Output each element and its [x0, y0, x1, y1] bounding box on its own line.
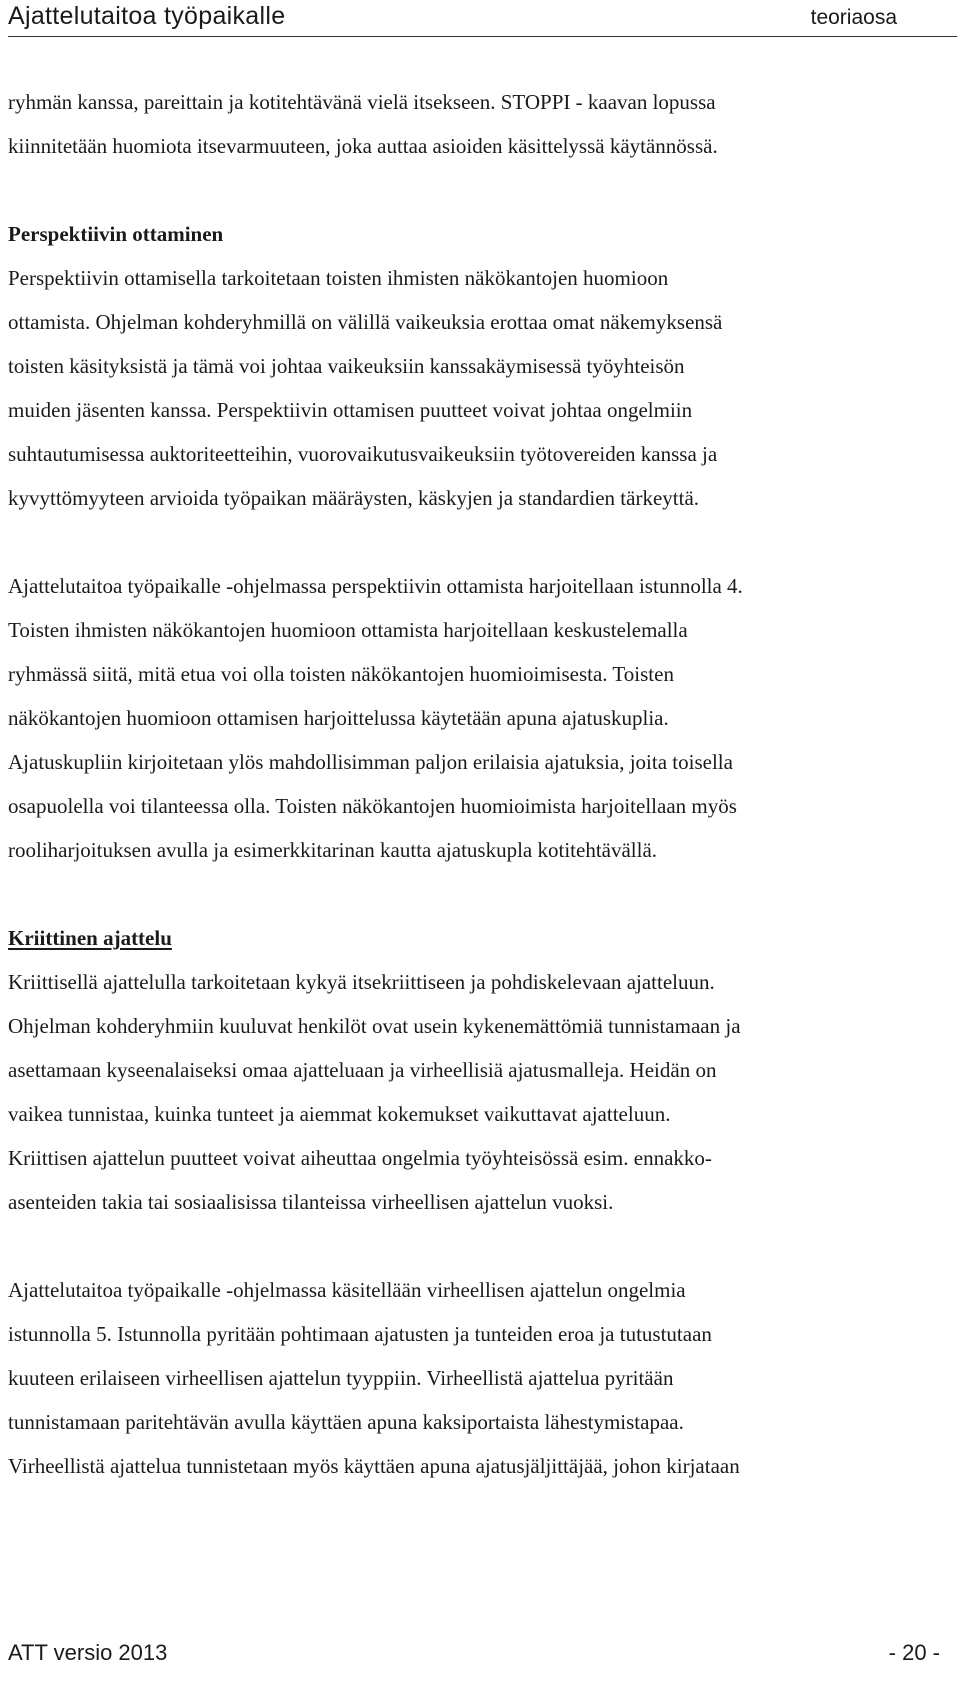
paragraph-line: asenteiden takia tai sosiaalisissa tilanteissa virheellisen ajattelun vuoksi. [8, 1190, 614, 1214]
paragraph-line: kyvyttömyyteen arvioida työpaikan määräysten, käskyjen ja standardien tärkeyttä. [8, 486, 700, 510]
paragraph-line: Kriittisellä ajattelulla tarkoitetaan kykyä itsekriittiseen ja pohdiskelevaan ajatteluun. [8, 970, 715, 994]
paragraph-line: ottamista. Ohjelman kohderyhmillä on välillä vaikeuksia erottaa omat näkemyksensä [8, 310, 723, 334]
paragraph-line: Ajattelutaitoa työpaikalle -ohjelmassa perspektiivin ottamista harjoitellaan istunnolla 4. [8, 574, 743, 598]
heading-perspektiivi: Perspektiivin ottaminen [8, 222, 224, 246]
heading-kriittinen: Kriittinen ajattelu [8, 926, 172, 950]
version-label: ATT versio 2013 [8, 1640, 168, 1665]
paragraph-line: osapuolella voi tilanteessa olla. Toisten näkökantojen huomioimista harjoitellaan myös [8, 794, 737, 818]
paragraph-line: kiinnitetään huomiota itsevarmuuteen, joka auttaa asioiden käsittelyssä käytännössä. [8, 134, 718, 158]
paragraph-line: ryhmässä siitä, mitä etua voi olla toisten näkökantojen huomioimisesta. Toisten [8, 662, 674, 686]
page-number: - 20 - [888, 1640, 940, 1665]
paragraph-line: Perspektiivin ottamisella tarkoitetaan toisten ihmisten näkökantojen huomioon [8, 266, 669, 290]
paragraph-line: ryhmän kanssa, pareittain ja kotitehtävänä vielä itsekseen. STOPPI - kaavan lopussa [8, 90, 716, 114]
paragraph-line: toisten käsityksistä ja tämä voi johtaa vaikeuksiin kanssakäymisessä työyhteisön [8, 354, 685, 378]
section-label: teoriaosa [810, 6, 897, 29]
document-body [8, 80, 888, 1488]
paragraph-line: rooliharjoituksen avulla ja esimerkkitarinan kautta ajatuskupla kotitehtävällä. [8, 838, 658, 862]
paragraph-line: Toisten ihmisten näkökantojen huomioon ottamista harjoitellaan keskustelemalla [8, 618, 688, 642]
paragraph-line: Ohjelman kohderyhmiin kuuluvat henkilöt ovat usein kykenemättömiä tunnistamaan ja [8, 1014, 741, 1038]
paragraph-line: Ajatuskupliin kirjoitetaan ylös mahdollisimman paljon erilaisia ajatuksia, joita toisella [8, 750, 733, 774]
paragraph-line: muiden jäsenten kanssa. Perspektiivin ottamisen puutteet voivat johtaa ongelmiin [8, 398, 693, 422]
paragraph-line: Kriittisen ajattelun puutteet voivat aiheuttaa ongelmia työyhteisössä esim. ennakko- [8, 1146, 712, 1170]
paragraph-line: Virheellistä ajattelua tunnistetaan myös käyttäen apuna ajatusjäljittäjää, johon kirjataan [8, 1454, 740, 1478]
paragraph-line: istunnolla 5. Istunnolla pyritään pohtimaan ajatusten ja tunteiden eroa ja tutustutaan [8, 1322, 712, 1346]
paragraph-line: Ajattelutaitoa työpaikalle -ohjelmassa käsitellään virheellisen ajattelun ongelmia [8, 1278, 686, 1302]
page-header [8, 0, 957, 37]
paragraph-line: vaikea tunnistaa, kuinka tunteet ja aiemmat kokemukset vaikuttavat ajatteluun. [8, 1102, 671, 1126]
document-title: Ajattelutaitoa työpaikalle [8, 2, 286, 30]
paragraph-line: suhtautumisessa auktoriteetteihin, vuorovaikutusvaikeuksiin työtovereiden kanssa ja [8, 442, 718, 466]
paragraph-line: kuuteen erilaiseen virheellisen ajattelun tyyppiin. Virheellistä ajattelua pyritään [8, 1366, 674, 1390]
paragraph-line: tunnistamaan paritehtävän avulla käyttäen apuna kaksiportaista lähestymistapaa. [8, 1410, 684, 1434]
paragraph-line: näkökantojen huomioon ottamisen harjoittelussa käytetään apuna ajatuskuplia. [8, 706, 669, 730]
paragraph-line: asettamaan kyseenalaiseksi omaa ajatteluaan ja virheellisiä ajatusmalleja. Heidän on [8, 1058, 717, 1082]
